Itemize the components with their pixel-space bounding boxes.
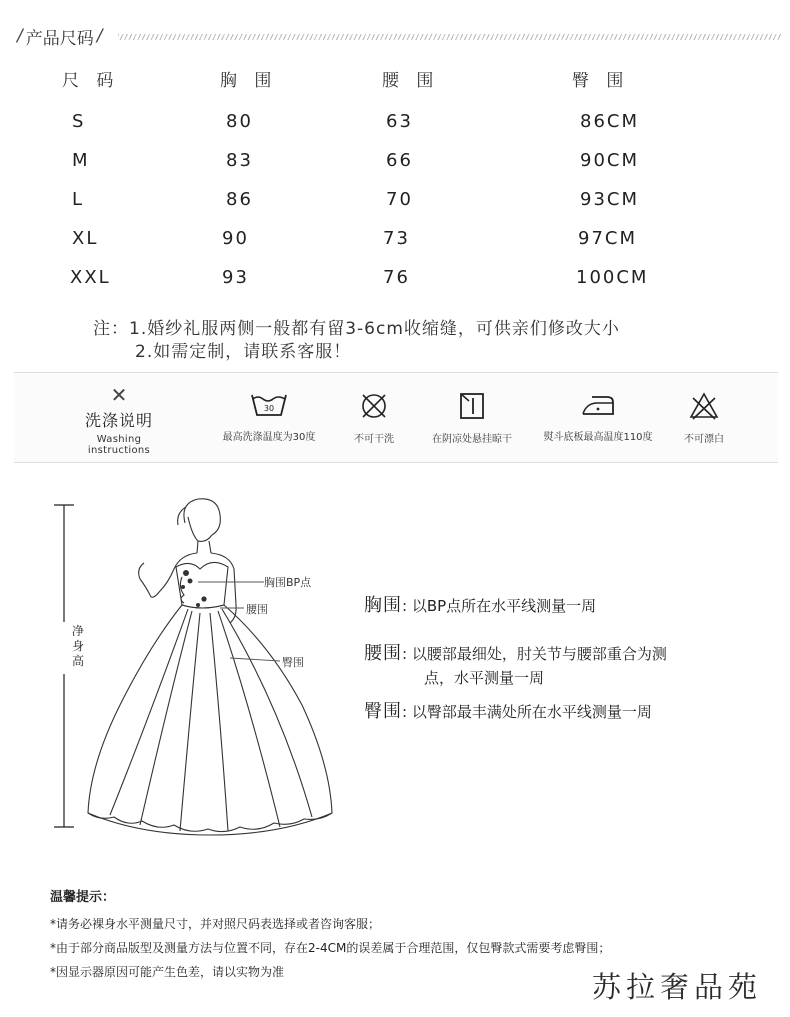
iron-icon	[580, 392, 616, 418]
no-bleach-icon	[689, 392, 719, 420]
wash-item-hang-dry	[406, 392, 538, 445]
cross-icon: ✕	[110, 383, 128, 407]
hip-cell: 97CM	[578, 228, 638, 249]
wash-label: 不可干洗	[354, 434, 394, 445]
table-row	[0, 111, 790, 141]
header-hip: 臀 围	[572, 71, 630, 91]
waist-label: 腰围	[246, 603, 268, 616]
header-waist: 腰 围	[382, 71, 440, 91]
brand-name: 苏拉奢品苑	[592, 970, 763, 1004]
tip-item: *请务必裸身水平测量尺寸，并对照尺码表选择或者咨询客服；	[50, 917, 381, 931]
measure-hip	[364, 700, 652, 724]
bust-cell: 93	[222, 267, 249, 288]
wash-label: 熨斗底板最高温度110度	[543, 432, 653, 443]
header-slash-left: /	[17, 26, 23, 46]
no-dry-clean-icon	[360, 392, 388, 420]
section-title: 产品尺码	[25, 28, 94, 49]
measure-waist	[364, 642, 667, 690]
waist-cell: 63	[386, 111, 413, 132]
hang-dry-shade-icon	[459, 392, 485, 420]
hip-cell: 90CM	[580, 150, 640, 171]
waist-cell: 76	[383, 267, 410, 288]
washing-title-cn: 洗涤说明	[84, 411, 153, 430]
wash-label: 最高洗涤温度为30度	[222, 432, 316, 443]
table-row	[0, 228, 790, 258]
washing-title-en: Washing instructions	[87, 434, 151, 456]
bust-cell: 83	[226, 150, 253, 171]
tip-item: *由于部分商品版型及测量方法与位置不同，存在2-4CM的误差属于合理范围，仅包臀款式需要考虑臀围；	[50, 941, 611, 955]
waist-cell: 70	[386, 189, 413, 210]
wash-item-no-bleach	[638, 392, 770, 445]
note-line-1: 注：1.婚纱礼服两侧一般都有留3-6cm收缩缝，可供亲们修改大小	[93, 319, 620, 339]
wash-label: 不可漂白	[684, 434, 724, 445]
measure-text-cont: 点，水平测量一周	[424, 669, 545, 687]
wash-temp-label: 30	[263, 404, 275, 413]
height-label: 净身高	[71, 624, 84, 668]
divider-bottom	[14, 462, 778, 463]
measure-colon: :	[402, 703, 408, 721]
size-note	[93, 318, 620, 364]
measure-colon: :	[402, 645, 408, 663]
wash-30-icon	[250, 392, 288, 418]
note-line-2: 2.如需定制，请联系客服！	[135, 342, 352, 362]
hip-label: 臀围	[282, 656, 304, 669]
measure-bust	[364, 594, 596, 618]
measure-key: 臀围	[364, 701, 402, 722]
table-row	[0, 189, 790, 219]
hip-cell: 100CM	[576, 267, 649, 288]
wash-label: 在阴凉处悬挂晾干	[432, 434, 512, 445]
measure-text: 以臀部最丰满处所在水平线测量一周	[411, 703, 652, 721]
table-row	[0, 267, 790, 297]
bust-cell: 86	[226, 189, 253, 210]
bust-cell: 80	[226, 111, 253, 132]
header-rule	[118, 34, 782, 40]
table-header-row	[0, 66, 790, 96]
table-row	[0, 150, 790, 180]
washing-title	[64, 384, 174, 456]
size-cell: XXL	[70, 267, 111, 288]
tips-title: 温馨提示：	[50, 890, 116, 905]
hip-cell: 86CM	[580, 111, 640, 132]
size-cell: M	[72, 150, 90, 171]
measure-colon: :	[402, 597, 408, 615]
bust-bp-label: 胸围BP点	[264, 576, 312, 589]
header-slash-right: /	[96, 26, 103, 46]
size-cell: XL	[72, 228, 99, 249]
waist-cell: 66	[386, 150, 413, 171]
measure-key: 腰围	[364, 643, 402, 664]
bust-cell: 90	[222, 228, 249, 249]
tip-item: *因显示器原因可能产生色差，请以实物为准	[50, 965, 285, 979]
waist-cell: 73	[383, 228, 410, 249]
tips-section	[50, 886, 610, 984]
measure-text: 以BP点所在水平线测量一周	[411, 597, 597, 615]
size-cell: L	[72, 189, 85, 210]
hip-cell: 93CM	[580, 189, 640, 210]
measure-key: 胸围	[364, 595, 402, 616]
header-size: 尺 码	[62, 71, 120, 91]
divider-top	[14, 372, 778, 373]
header-bust: 胸 围	[220, 71, 278, 91]
size-cell: S	[72, 111, 86, 132]
measure-text: 以腰部最细处，肘关节与腰部重合为测	[411, 645, 667, 663]
section-header	[14, 26, 105, 49]
